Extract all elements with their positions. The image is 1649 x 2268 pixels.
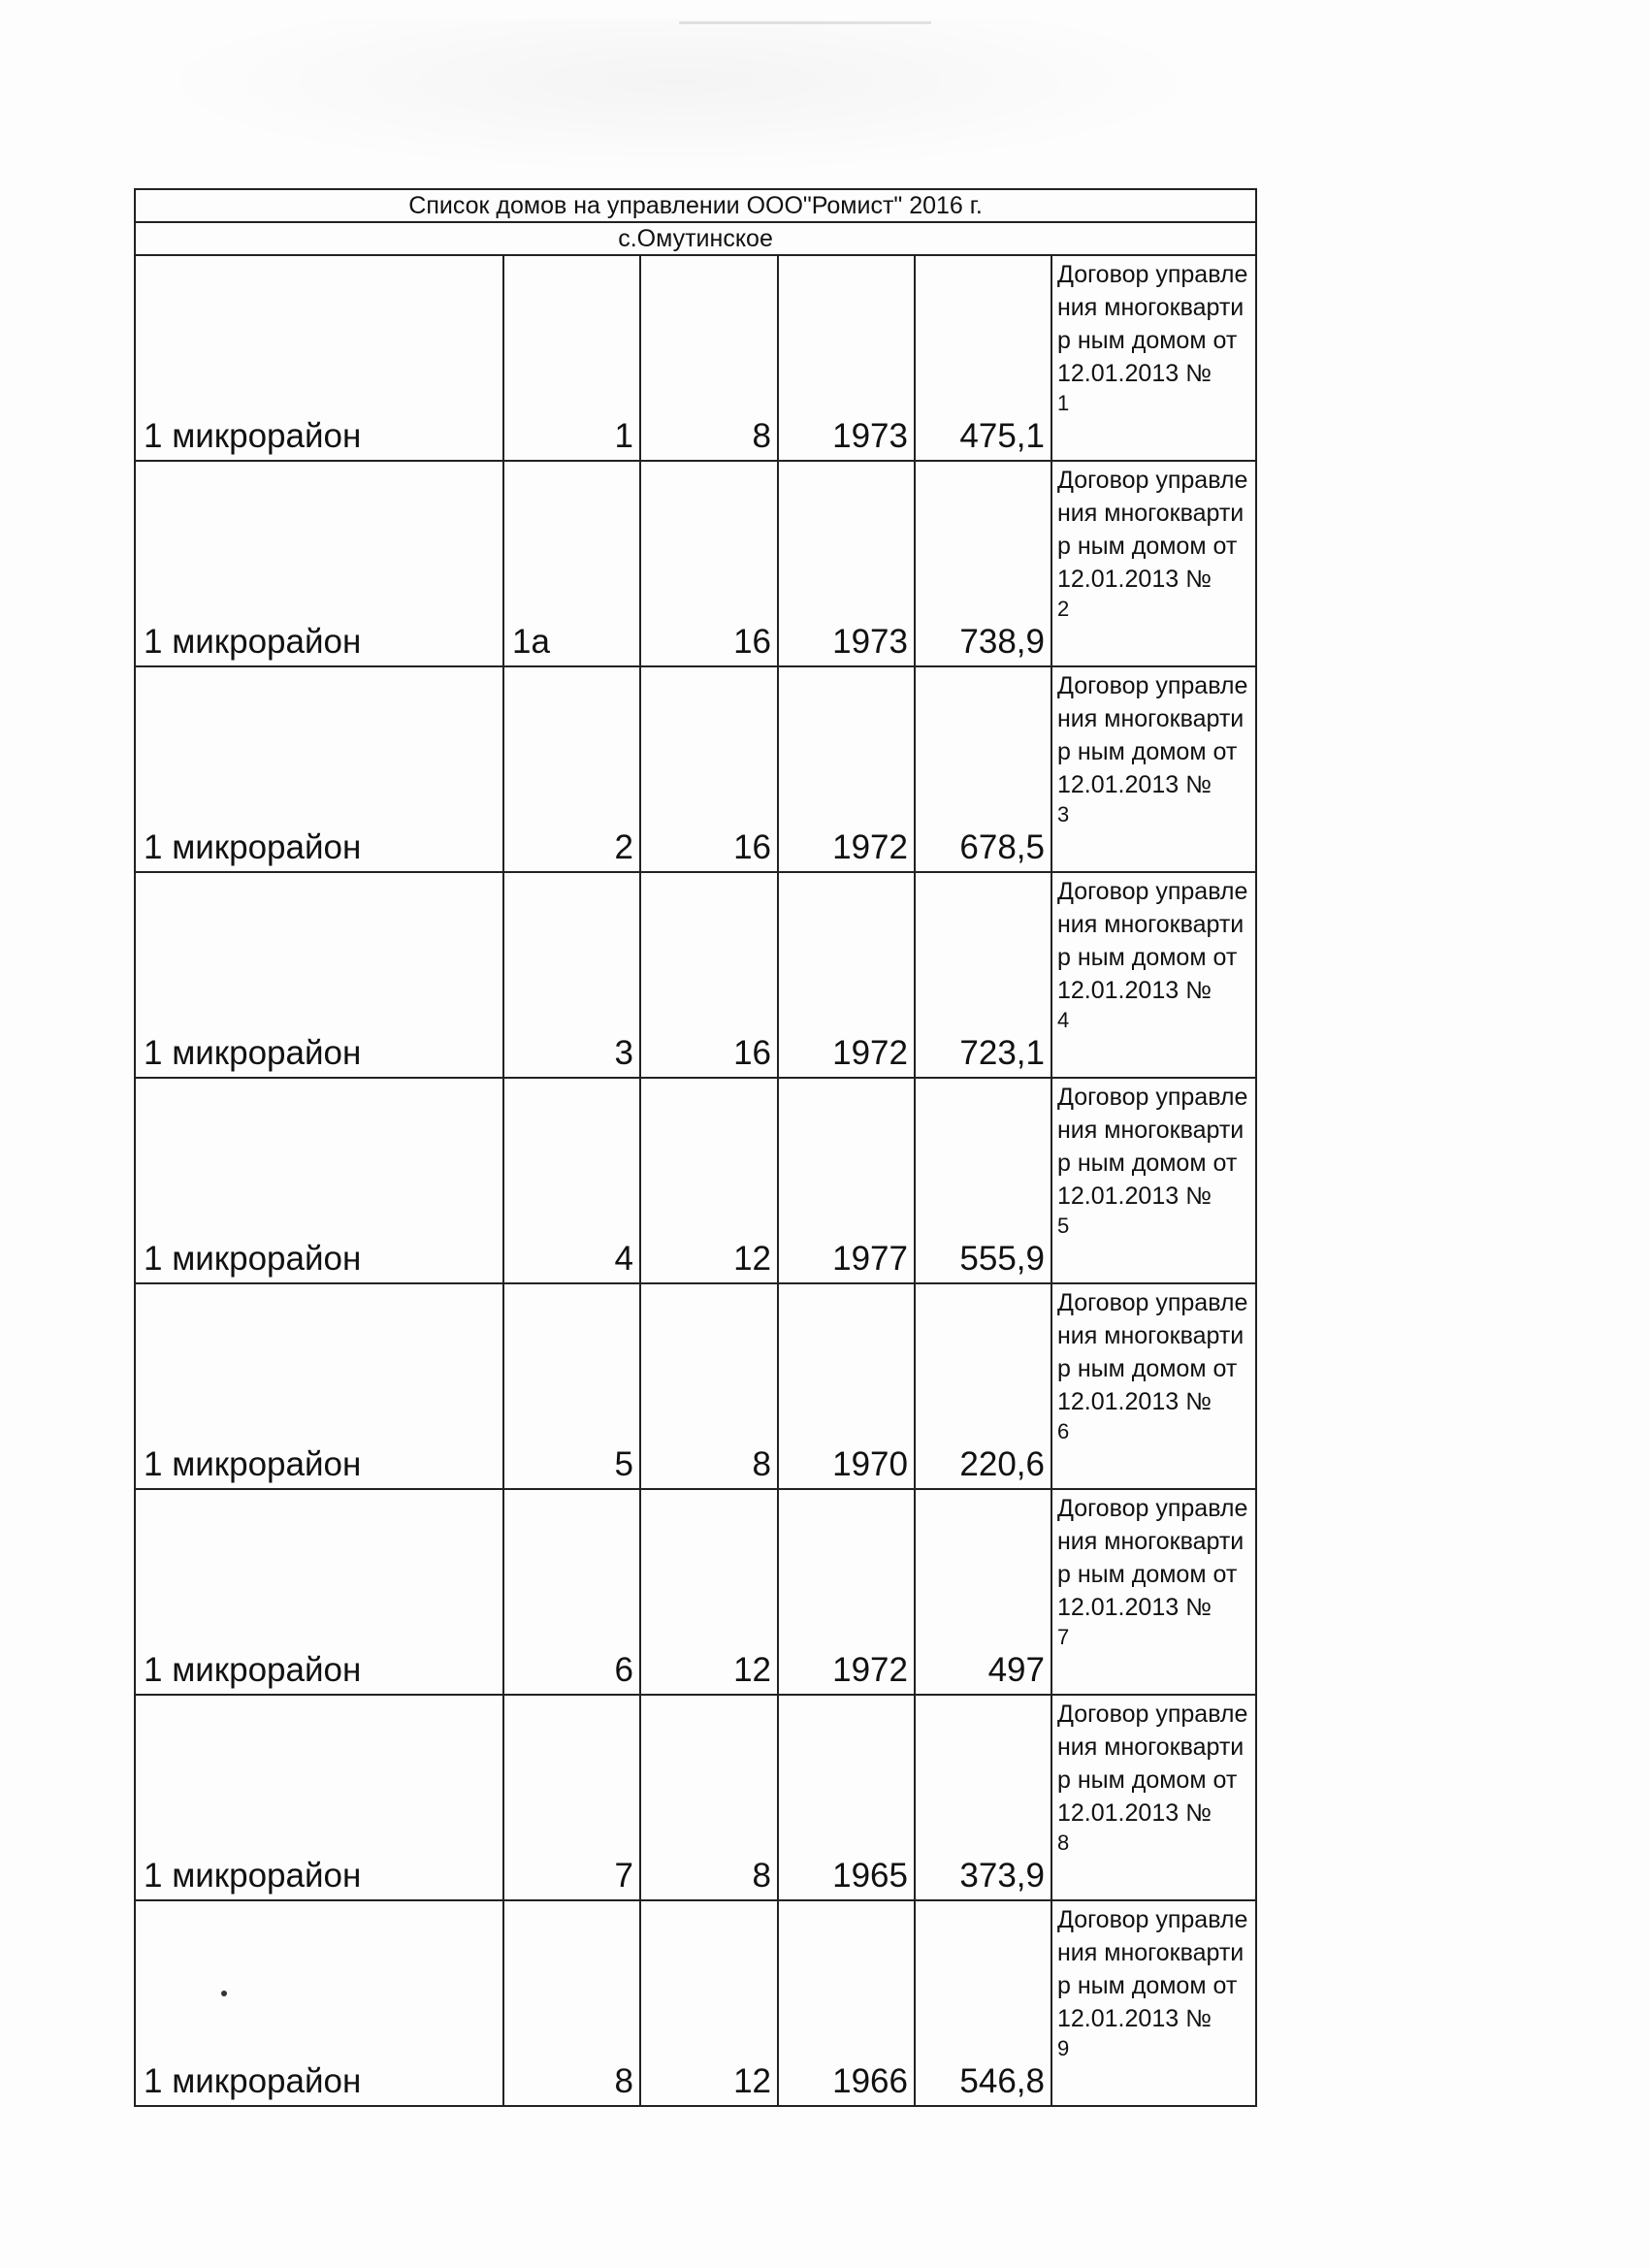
table-row	[135, 666, 1256, 872]
table-row	[135, 1489, 1256, 1695]
contract-cell	[1051, 1283, 1256, 1489]
street-cell: 1 микрорайон	[135, 1900, 503, 2106]
house-number-cell: 6	[503, 1489, 640, 1695]
area-cell: 497	[915, 1489, 1051, 1695]
scan-smudge	[146, 19, 1212, 175]
table-title: Список домов на управлении ООО"Ромист" 2016 г.	[135, 189, 1256, 222]
street-cell: 1 микрорайон	[135, 461, 503, 666]
contract-number: 3	[1057, 802, 1070, 826]
contract-number: 2	[1057, 597, 1070, 621]
contract-cell	[1051, 1489, 1256, 1695]
street-cell: 1 микрорайон	[135, 1489, 503, 1695]
area-cell: 373,9	[915, 1695, 1051, 1900]
contract-cell	[1051, 872, 1256, 1078]
area-cell: 678,5	[915, 666, 1051, 872]
apartments-cell: 12	[640, 1489, 778, 1695]
house-number-cell: 2	[503, 666, 640, 872]
contract-text: Договор управления многоквартир ным домом от 12.01.2013 №	[1057, 1495, 1248, 1621]
year-cell: 1966	[778, 1900, 915, 2106]
scan-artifact-line	[679, 21, 931, 24]
apartments-cell: 16	[640, 666, 778, 872]
contract-cell	[1051, 1900, 1256, 2106]
street-cell: 1 микрорайон	[135, 1695, 503, 1900]
apartments-cell: 8	[640, 1283, 778, 1489]
year-cell: 1977	[778, 1078, 915, 1283]
contract-text: Договор управления многоквартир ным домом от 12.01.2013 №	[1057, 1289, 1248, 1415]
street-cell: 1 микрорайон	[135, 1283, 503, 1489]
contract-number: 9	[1057, 2036, 1070, 2060]
contract-number: 5	[1057, 1214, 1070, 1238]
street-cell: 1 микрорайон	[135, 255, 503, 461]
year-cell: 1965	[778, 1695, 915, 1900]
contract-number: 7	[1057, 1625, 1070, 1649]
apartments-cell: 16	[640, 461, 778, 666]
area-cell: 546,8	[915, 1900, 1051, 2106]
apartments-cell: 8	[640, 255, 778, 461]
apartments-cell: 12	[640, 1900, 778, 2106]
year-cell: 1972	[778, 872, 915, 1078]
house-number-cell: 7	[503, 1695, 640, 1900]
table-row	[135, 1283, 1256, 1489]
contract-number: 4	[1057, 1008, 1070, 1032]
contract-cell	[1051, 1695, 1256, 1900]
house-number-cell: 5	[503, 1283, 640, 1489]
year-cell: 1973	[778, 461, 915, 666]
area-cell: 220,6	[915, 1283, 1051, 1489]
apartments-cell: 12	[640, 1078, 778, 1283]
contract-number: 6	[1057, 1419, 1070, 1443]
contract-text: Договор управления многоквартир ным домом от 12.01.2013 №	[1057, 878, 1248, 1004]
table-subtitle-row	[135, 222, 1256, 255]
contract-text: Договор управления многоквартир ным домом от 12.01.2013 №	[1057, 1084, 1248, 1210]
contract-text: Договор управления многоквартир ным домом от 12.01.2013 №	[1057, 1906, 1248, 2032]
street-cell: 1 микрорайон	[135, 1078, 503, 1283]
house-number-cell: 3	[503, 872, 640, 1078]
contract-text: Договор управления многоквартир ным домом от 12.01.2013 №	[1057, 1701, 1248, 1827]
apartments-cell: 16	[640, 872, 778, 1078]
house-number-cell: 1а	[503, 461, 640, 666]
street-cell: 1 микрорайон	[135, 666, 503, 872]
contract-number: 8	[1057, 1831, 1070, 1855]
house-number-cell: 4	[503, 1078, 640, 1283]
houses-table	[134, 188, 1257, 2107]
contract-cell	[1051, 1078, 1256, 1283]
table-row	[135, 872, 1256, 1078]
area-cell: 555,9	[915, 1078, 1051, 1283]
table-subtitle: с.Омутинское	[135, 222, 1256, 255]
year-cell: 1970	[778, 1283, 915, 1489]
contract-cell	[1051, 461, 1256, 666]
house-number-cell: 8	[503, 1900, 640, 2106]
area-cell: 475,1	[915, 255, 1051, 461]
contract-cell	[1051, 255, 1256, 461]
table-row	[135, 1078, 1256, 1283]
contract-number: 1	[1057, 391, 1070, 415]
contract-text: Договор управления многоквартир ным домом от 12.01.2013 №	[1057, 672, 1248, 798]
scan-speck	[221, 1991, 227, 1996]
year-cell: 1972	[778, 666, 915, 872]
area-cell: 738,9	[915, 461, 1051, 666]
contract-cell	[1051, 666, 1256, 872]
street-cell: 1 микрорайон	[135, 872, 503, 1078]
contract-text: Договор управления многоквартир ным домом от 12.01.2013 №	[1057, 467, 1248, 593]
area-cell: 723,1	[915, 872, 1051, 1078]
year-cell: 1973	[778, 255, 915, 461]
contract-text: Договор управления многоквартир ным домом от 12.01.2013 №	[1057, 261, 1248, 387]
table-title-row	[135, 189, 1256, 222]
table-row	[135, 461, 1256, 666]
houses-table-wrapper	[134, 188, 1255, 2107]
house-number-cell: 1	[503, 255, 640, 461]
year-cell: 1972	[778, 1489, 915, 1695]
table-row	[135, 1900, 1256, 2106]
table-row	[135, 255, 1256, 461]
apartments-cell: 8	[640, 1695, 778, 1900]
table-row	[135, 1695, 1256, 1900]
